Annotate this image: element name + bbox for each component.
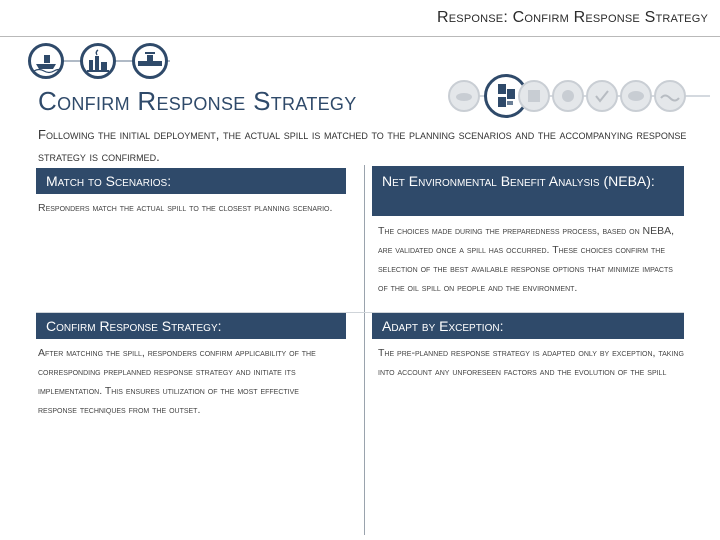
- refinery-icon[interactable]: [80, 43, 116, 79]
- scenario-icon[interactable]: [518, 80, 550, 112]
- spill-icon[interactable]: [552, 80, 584, 112]
- oil-icon[interactable]: [620, 80, 652, 112]
- match-scenarios-header: Match to Scenarios:: [36, 168, 346, 194]
- boat-icon[interactable]: [28, 43, 64, 79]
- adapt-exception-header: Adapt by Exception:: [372, 313, 684, 339]
- cloud-icon[interactable]: [448, 80, 480, 112]
- confirm-strategy-header: Confirm Response Strategy:: [36, 313, 346, 339]
- header-divider: [0, 36, 720, 37]
- confirm-strategy-body: After matching the spill, responders confirm applicability of the corresponding preplanned response strategy and initiate its implementation. This ensures utilization of the most effective response techniques from the outset.: [38, 347, 316, 416]
- column-divider: [364, 165, 365, 535]
- checkmark-icon[interactable]: [586, 80, 618, 112]
- wave-icon[interactable]: [654, 80, 686, 112]
- adapt-exception-body: The pre-planned response strategy is adapted only by exception, taking into account any unforeseen factors and the evolution of the spill: [378, 347, 684, 378]
- neba-header: Net Environmental Benefit Analysis (NEBA):: [372, 166, 684, 216]
- match-scenarios-body: Responders match the actual spill to the closest planning scenario.: [38, 202, 333, 214]
- pipeline-valve-icon[interactable]: [132, 43, 168, 79]
- page-title: Response: Confirm Response Strategy: [436, 9, 708, 26]
- neba-body: The choices made during the preparedness process, based on NEBA, are validated once a spill has occurred. These choices confirm the selection of the best available response options that minimize impacts of the oil spill on people and the environment.: [378, 225, 675, 294]
- section-title: Confirm Response Strategy: [38, 86, 357, 116]
- intro-text: Following the initial deployment, the actual spill is matched to the planning scenarios and the accompanying response strategy is confirmed.: [38, 127, 687, 164]
